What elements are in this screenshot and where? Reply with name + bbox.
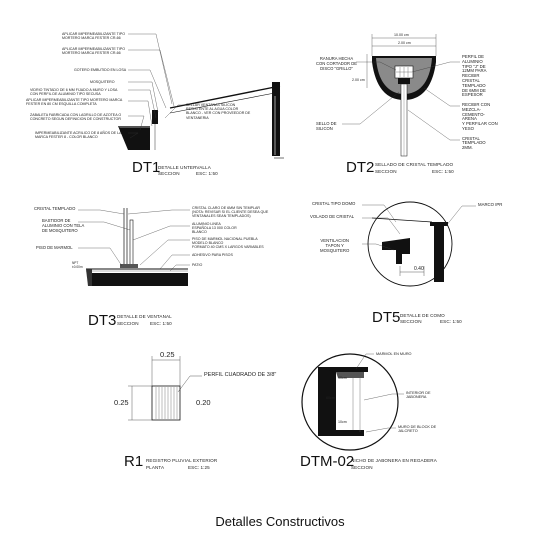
dt5-title: DETALLE DE COMO [400,313,445,318]
dt3-title: DETALLE DE VENTANAL [117,314,172,319]
dt3-note-7: ADHESIVO PARA PISOS [192,253,233,257]
dtm02-view: SECCION [351,465,373,470]
dt1-note-3: GOTERO EMBUTIDO EN LOSA [74,68,127,72]
dt5-note-right: MARCO IPR [478,202,503,207]
dtm02-note-3: MURO DE BLOCK DE JALCRETO [398,425,437,434]
r1-code: R1 [124,453,144,470]
dt5-note-1: CRISTAL TIPO DOMO [312,201,356,206]
dt5-note-2: VOLADO DE CRISTAL [310,214,355,219]
dt1-note-6: APLICAR IMPERMEABILIZANTE TIPO MORTERO MARCA FESTER EN 80 CM ESQUILLA COMPLETA [26,98,123,107]
dt3-note-3: PISO DE MARMOL [36,245,73,250]
r1-scale: ESC: 1:25 [188,465,210,470]
r1-dim-top: 0.25 [160,350,175,359]
r1-title: REGISTRO PLUVIAL EXTERIOR [146,458,218,463]
dt2-drawing [342,34,460,156]
dt3-view: SECCION [117,321,139,326]
r1-dim-left: 0.25 [114,398,129,407]
r1-dim-right: 0.20 [196,398,211,407]
dt3-note-1: CRISTAL TEMPLADO [34,206,76,211]
dt2-code: DT2 [346,159,375,176]
dt2-view: SECCION [375,169,397,174]
dt2-notes-left: RANURA HECHA CON CORTADOR DE DISCO "GRILLO" [316,56,358,71]
dt1-note-8: IMPERMEABILIZANTE ACRILICO DE 8 AÑOS DE LA MARCA FESTER 8 - COLOR BLANCO [35,131,122,140]
dt2-dim-2: 2.00 cm [398,41,411,45]
dt5-code: DT5 [372,309,401,326]
dt3-note-5: ALUMINIO LINEA ESPAÑOLA 13 000 COLOR BLANCO [192,222,237,235]
dt1-drawing [118,34,284,158]
r1-view: PLANTA [146,465,165,470]
dt5-dim: 0.40 [414,266,424,272]
r1-note: PERFIL CUADRADO DE 3/8" [204,372,277,378]
dt1-scale: ESC: 1:50 [196,171,218,176]
dtm02-dim-3: 10cm [338,420,347,424]
dtm02-dim-1: 10cm [338,376,347,380]
dt1-code: DT1 [132,159,161,176]
dt3-note-6: PISO DE MARMOL NACIONAL PUEBLA MODELO BLANCO FORMATO 40 CMS X LARGOS VARIABLES [192,237,264,250]
dt3-code: DT3 [88,312,117,329]
dt1-note-4: MOSQUITERO [90,80,115,84]
dt2-title: SELLADO DE CRISTAL TEMPLADO [375,162,454,167]
dt1-note-2: APLICAR IMPERMEABILIZANTE TIPO MORTERO MARCA FESTER CR-66 [62,47,126,56]
dt5-note-3: VENTILACION TAPON Y MOSQUITERO [320,238,350,253]
dt3-note-8: PATIO [192,263,203,267]
dt3-drawing [78,208,190,286]
dt3-level: NPT ±0.00m [72,261,83,269]
dt5-scale: ESC: 1:50 [440,319,462,324]
dt1-note-1: APLICAR IMPERMEABILIZANTE TIPO MORTERO MARCA FESTER CR-66 [62,32,126,41]
dt1-title: DETALLE UNTERVALLA [158,165,211,170]
dt5-drawing [362,202,476,286]
dtm02-dim-2: 60cm [326,396,335,400]
dt1-note-7: ZABALETA FABRICADA CON LADRILLO DE AZOTEA O CONCRETO SEGUN DEFINICION DE CONSTRUCTOR [30,113,122,122]
dt3-scale: ESC: 1:50 [150,321,172,326]
dt2-notes-right: PERFIL DE ALUMINIO TIPO "J" DE 12MM PARA RECIBIR CRISTAL TEMPLADO DE 6MM DE ESPESOR RECIBIR CON MEZCLA- CEMENTO- ARENA Y PERFILAR CON YESO CRISTAL TEMPLADO 2MM. [462,54,498,151]
dt1-note-5: VIDRIO TINTADO DE 6 MM FIJADO A MURO Y LOSA CON PERFIL DE ALUMINIO TIPO SECUSA [30,88,118,97]
dt1-view: SECCION [158,171,180,176]
dtm02-note-2: INTERIOR DE JABONERA [406,391,431,400]
r1-drawing [128,356,202,420]
dt2-dim-3: 2.00 cm [352,78,365,82]
dt2-sello: SELLO DE SILICON [316,121,337,131]
page-title: Detalles Constructivos [215,514,345,529]
dtm02-title: NICHO DE JABONERA EN REGADERA [351,458,437,463]
dt2-scale: ESC: 1:50 [432,169,454,174]
dt2-dim-1: 10.00 cm [394,33,409,37]
dt3-note-4: CRISTAL CLARO DE 6MM SIN TEMPLAR (NOTA: REVISAR SI EL CLIENTE DESEA QUE VENTANALES SEAN TEMPLADOS) [192,206,269,219]
dtm02-note-1: MARMOL EN MURO [376,352,412,356]
dtm02-drawing [302,354,404,450]
dtm02-code: DTM-02 [300,453,355,470]
dt5-view: SECCION [400,319,422,324]
dt1-note-9: SELLAR VENTANAS SILICON RESISTENTE AL AGUA COLOR BLANCO - VER CON PROVEEDOR DE VENTANERIA [186,103,251,120]
dt3-note-2: BASTIDOR DE ALUMINIO CON TELA DE MOSQUITERO [42,218,85,233]
